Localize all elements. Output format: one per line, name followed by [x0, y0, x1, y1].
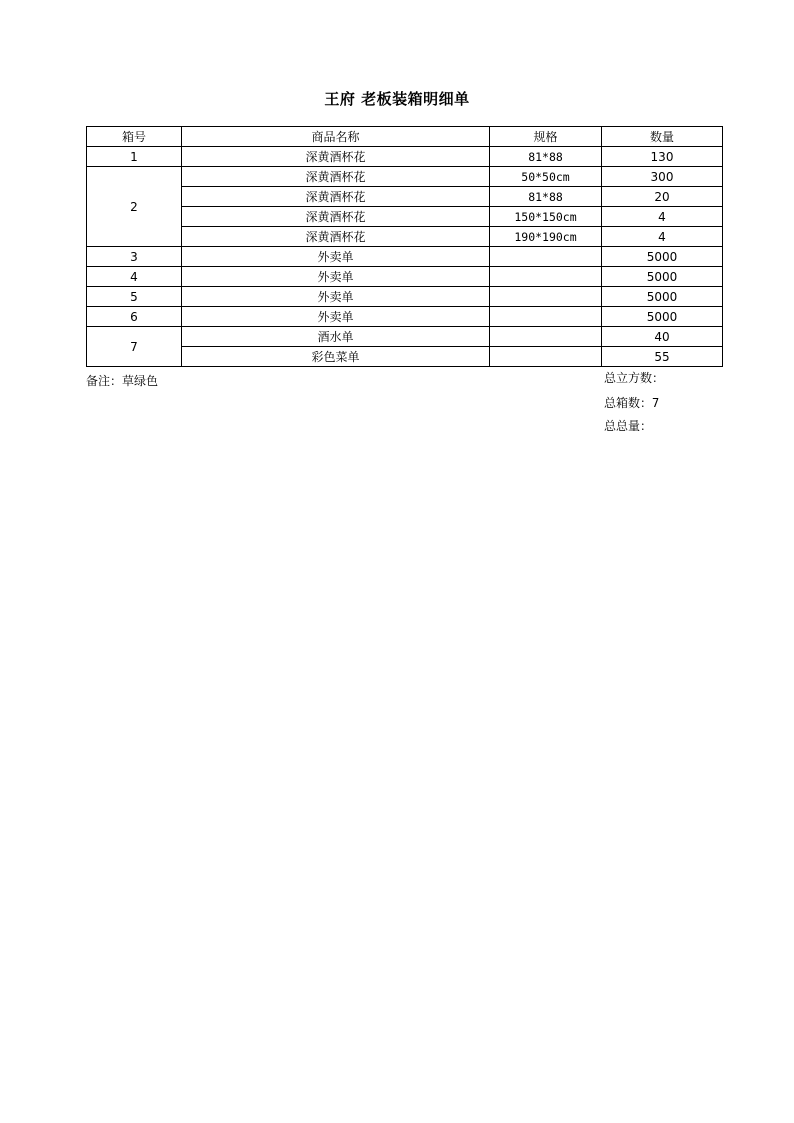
table-row — [87, 227, 723, 247]
table-row — [87, 307, 723, 327]
quantity-cell: 5000 — [602, 287, 723, 307]
box-number-cell: 1 — [87, 147, 182, 167]
product-name-cell: 外卖单 — [182, 307, 490, 327]
summary-total-boxes — [604, 394, 659, 411]
quantity-cell: 20 — [602, 187, 723, 207]
quantity-cell: 5000 — [602, 267, 723, 287]
box-number-cell: 2 — [87, 167, 182, 247]
product-name-cell: 深黄酒杯花 — [182, 187, 490, 207]
product-name-cell: 深黄酒杯花 — [182, 227, 490, 247]
box-number-cell: 7 — [87, 327, 182, 367]
total-volume-label: 总立方数： — [604, 371, 665, 385]
table-row — [87, 207, 723, 227]
product-name-cell: 外卖单 — [182, 267, 490, 287]
quantity-cell: 4 — [602, 207, 723, 227]
spec-cell — [490, 327, 602, 347]
box-number-cell: 4 — [87, 267, 182, 287]
quantity-cell: 55 — [602, 347, 723, 367]
quantity-cell: 5000 — [602, 247, 723, 267]
table-header-row — [87, 127, 723, 147]
product-name-cell: 酒水单 — [182, 327, 490, 347]
spec-cell: 81*88 — [490, 187, 602, 207]
table-row — [87, 187, 723, 207]
header-product-name: 商品名称 — [182, 127, 490, 147]
spec-cell — [490, 307, 602, 327]
packing-list-body — [87, 147, 723, 367]
spec-cell — [490, 347, 602, 367]
table-row — [87, 147, 723, 167]
header-spec: 规格 — [490, 127, 602, 147]
document-title: 王府 老板装箱明细单 — [324, 90, 470, 108]
quantity-cell: 40 — [602, 327, 723, 347]
quantity-cell: 5000 — [602, 307, 723, 327]
product-name-cell: 外卖单 — [182, 247, 490, 267]
product-name-cell: 彩色菜单 — [182, 347, 490, 367]
spec-cell — [490, 247, 602, 267]
product-name-cell: 深黄酒杯花 — [182, 147, 490, 167]
box-number-cell: 5 — [87, 287, 182, 307]
total-boxes-value: 7 — [652, 396, 660, 410]
table-row — [87, 287, 723, 307]
spec-cell: 81*88 — [490, 147, 602, 167]
product-name-cell: 外卖单 — [182, 287, 490, 307]
spec-cell — [490, 267, 602, 287]
packing-list-table — [86, 126, 723, 367]
header-quantity: 数量 — [602, 127, 723, 147]
summary-total-volume — [604, 369, 664, 386]
spec-cell: 190*190cm — [490, 227, 602, 247]
spec-cell: 50*50cm — [490, 167, 602, 187]
product-name-cell: 深黄酒杯花 — [182, 167, 490, 187]
box-number-cell: 3 — [87, 247, 182, 267]
total-boxes-label: 总箱数： — [604, 396, 653, 410]
table-row — [87, 167, 723, 187]
remark-note — [86, 372, 158, 389]
total-quantity-label: 总总量： — [604, 419, 653, 433]
table-row — [87, 267, 723, 287]
quantity-cell: 4 — [602, 227, 723, 247]
quantity-cell: 130 — [602, 147, 723, 167]
box-number-cell: 6 — [87, 307, 182, 327]
remark-value: 草绿色 — [122, 374, 159, 388]
summary-total-quantity — [604, 417, 652, 434]
table-row — [87, 347, 723, 367]
table-row — [87, 327, 723, 347]
product-name-cell: 深黄酒杯花 — [182, 207, 490, 227]
spec-cell: 150*150cm — [490, 207, 602, 227]
quantity-cell: 300 — [602, 167, 723, 187]
spec-cell — [490, 287, 602, 307]
remark-label: 备注： — [86, 374, 123, 388]
header-box-no: 箱号 — [87, 127, 182, 147]
table-row — [87, 247, 723, 267]
